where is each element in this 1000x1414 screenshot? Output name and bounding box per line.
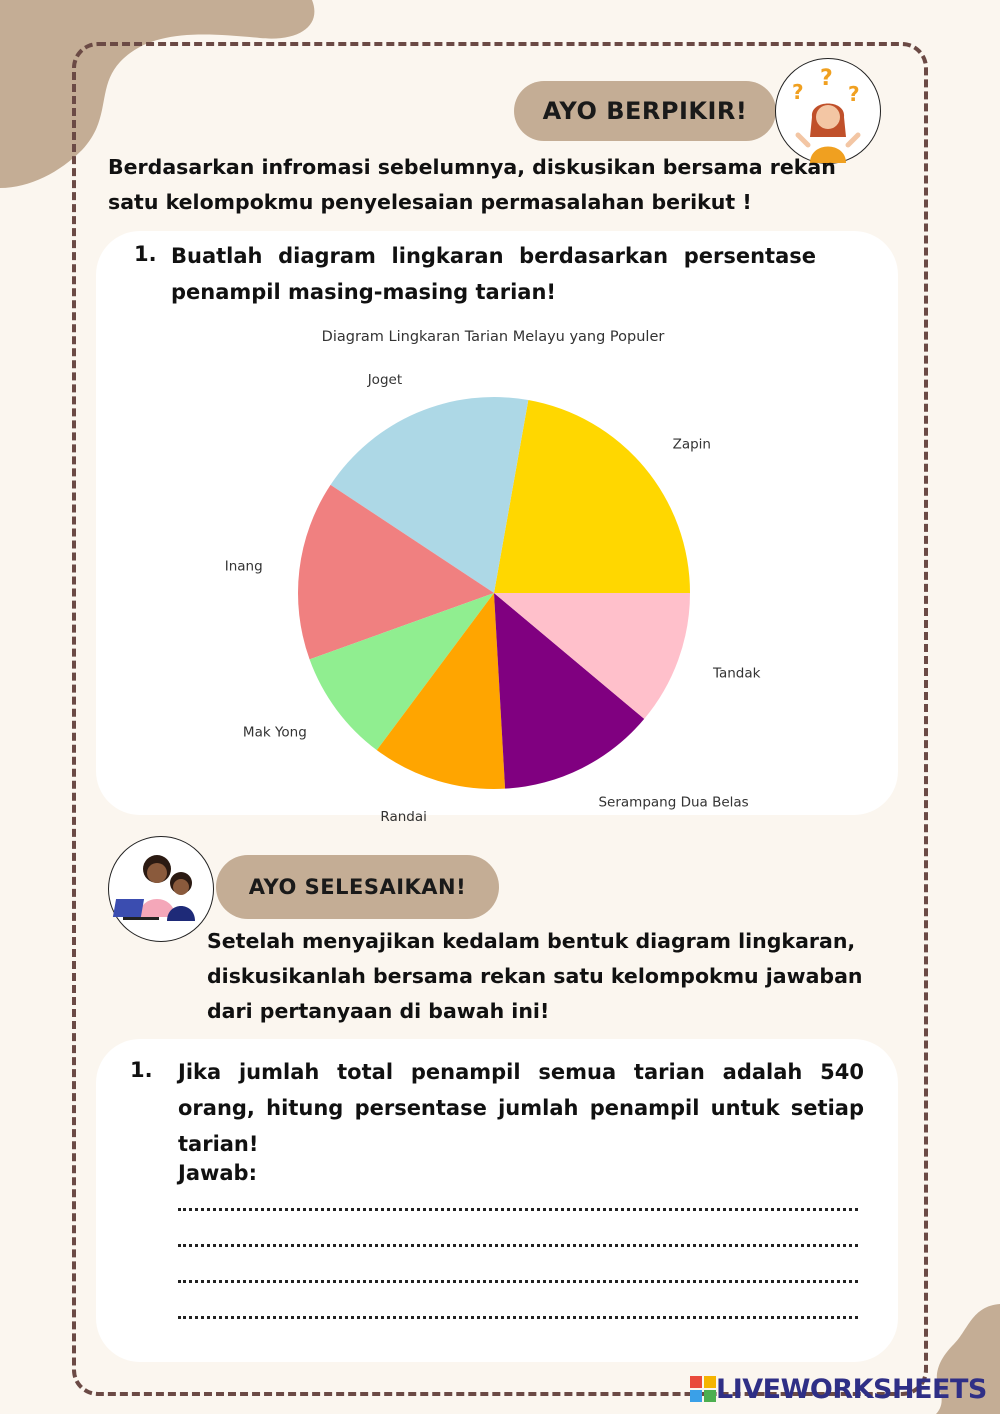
pie-label-inang: Inang bbox=[224, 558, 263, 575]
answer-line-2[interactable] bbox=[178, 1244, 858, 1247]
answer-label: Jawab: bbox=[178, 1161, 257, 1185]
svg-text:?: ? bbox=[848, 82, 860, 106]
question-2-text: Jika jumlah total penampil semua tarian adalah 540 orang, hitung persentase jumlah penampil untuk setiap tarian! bbox=[178, 1060, 864, 1156]
students-laptop-avatar bbox=[108, 836, 214, 942]
liveworksheets-wordmark: LIVEWORKSHEETS bbox=[716, 1373, 987, 1405]
pie-label-serampang-dua-belas: Serampang Dua Belas bbox=[598, 794, 749, 811]
liveworksheets-logo bbox=[690, 1372, 990, 1406]
pie-label-randai: Randai bbox=[380, 809, 427, 826]
question-1-number: 1. bbox=[134, 242, 157, 266]
answer-line-3[interactable] bbox=[178, 1280, 858, 1283]
ayo-berpikir-badge bbox=[514, 81, 776, 141]
thinking-girl-illustration bbox=[776, 59, 880, 163]
ayo-selesaikan-label: AYO SELESAIKAN! bbox=[248, 875, 467, 899]
liveworksheets-logo-icon bbox=[690, 1376, 716, 1402]
thinking-girl-avatar bbox=[775, 58, 881, 164]
pie-label-mak-yong: Mak Yong bbox=[242, 724, 307, 741]
pie-slice-zapin bbox=[494, 400, 690, 593]
question-1-text: Buatlah diagram lingkaran berdasarkan persentase penampil masing-masing tarian! bbox=[171, 244, 816, 304]
pie-chart bbox=[220, 318, 780, 826]
instruction-text: Setelah menyajikan kedalam bentuk diagram lingkaran, diskusikanlah bersama rekan satu kelompokmu jawaban dari pertanyaan di bawah ini! bbox=[207, 929, 863, 1023]
svg-text:?: ? bbox=[820, 66, 833, 91]
pie-label-joget: Joget bbox=[367, 371, 403, 388]
question-2-number: 1. bbox=[130, 1058, 153, 1082]
answer-line-4[interactable] bbox=[178, 1316, 858, 1319]
svg-text:?: ? bbox=[792, 80, 804, 104]
ayo-berpikir-label: AYO BERPIKIR! bbox=[542, 97, 748, 125]
chart-title: Diagram Lingkaran Tarian Melayu yang Populer bbox=[321, 329, 665, 345]
answer-line-1[interactable] bbox=[178, 1208, 858, 1211]
pie-label-tandak: Tandak bbox=[712, 665, 761, 682]
students-illustration bbox=[109, 837, 213, 941]
intro-text: Berdasarkan infromasi sebelumnya, diskusikan bersama rekan satu kelompokmu penyelesaian permasalahan berikut ! bbox=[108, 155, 836, 214]
ayo-selesaikan-badge bbox=[216, 855, 499, 919]
pie-label-zapin: Zapin bbox=[672, 436, 711, 453]
